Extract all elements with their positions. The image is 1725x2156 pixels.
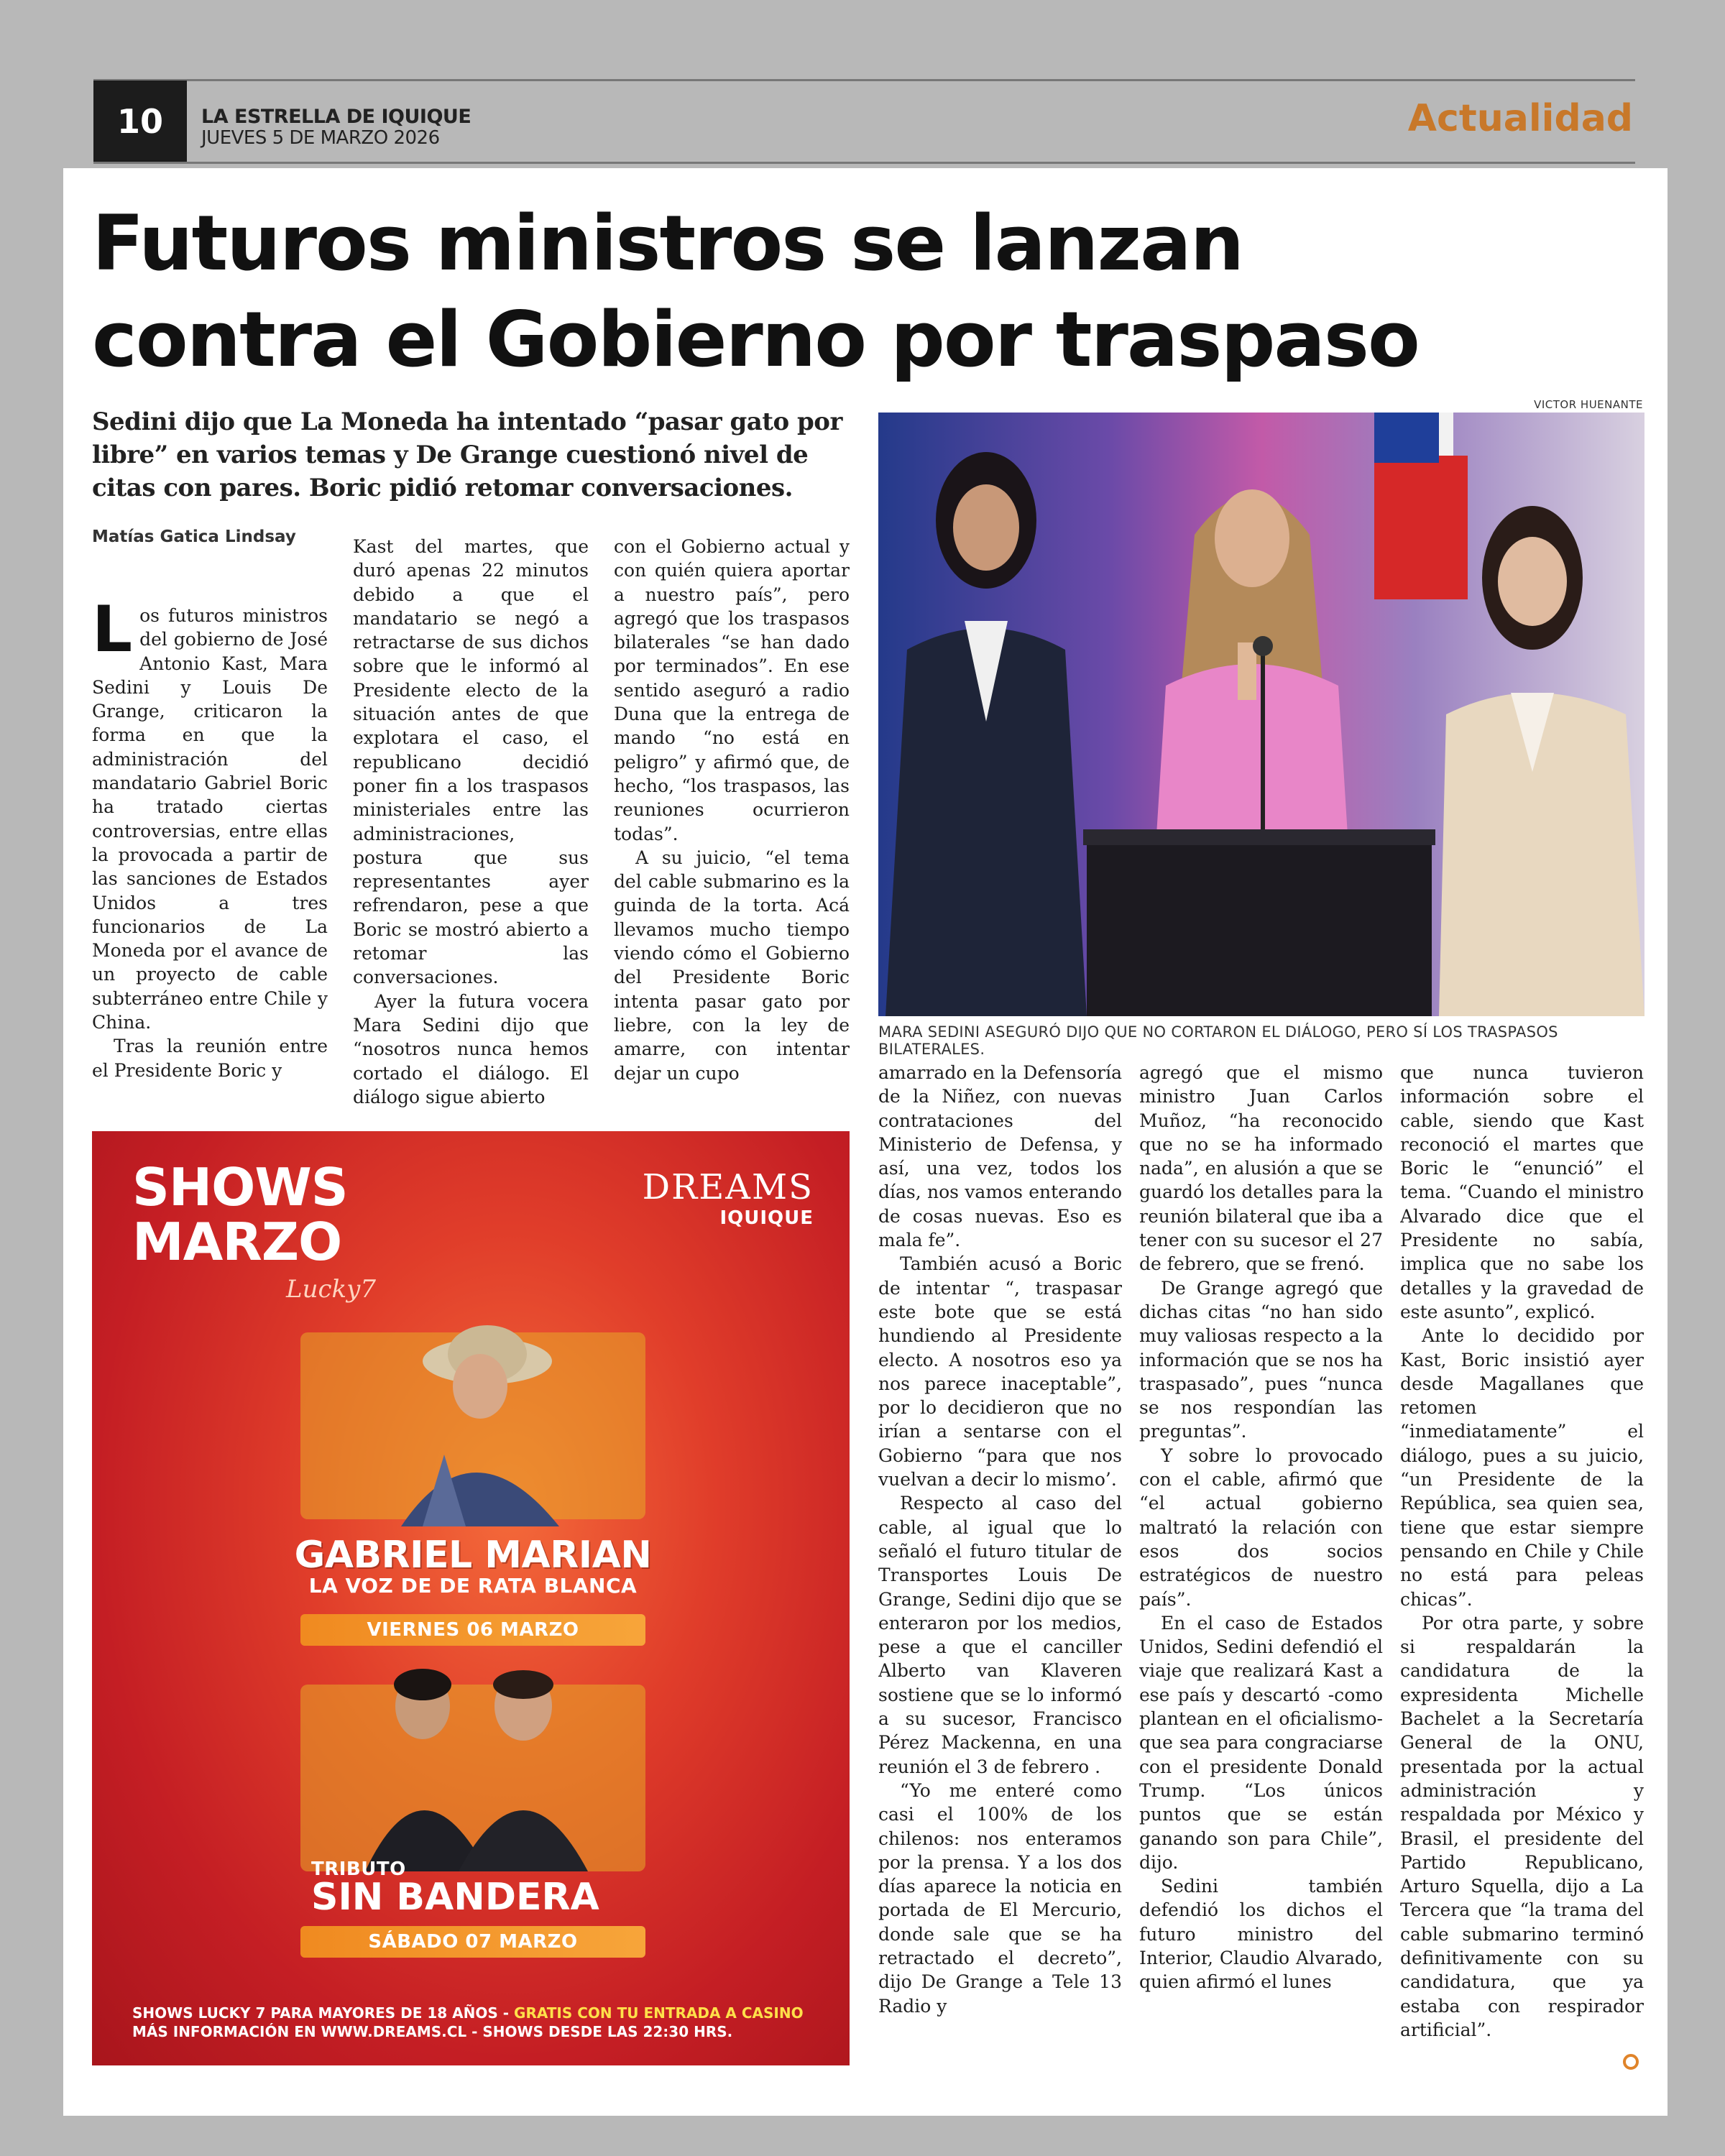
paragraph: agregó que el mismo ministro Juan Carlos Muñoz, “ha reconocido que no se ha informado nada”, en alusión a que se guardó los detalles para la reunión bilateral que iba a tener con su sucesor el 27 de febrero, que se frenó.: [1139, 1062, 1383, 1275]
byline: Matías Gatica Lindsay: [92, 528, 296, 546]
casino-advertisement[interactable]: [92, 1131, 850, 2065]
newspaper-page: [63, 168, 1668, 2116]
artist1-name: GABRIEL MARIAN: [294, 1534, 652, 1577]
paragraph: Por otra parte, y sobre si respaldarán la candidatura de la expresidenta Michelle Bachelet a la Secretaría General de la ONU, presentada por la actual administración y respaldada por México y Brasil, el presidente del Partido Republicano, Arturo Squella, dijo a La Tercera que “la trama del cable submarino terminó definitivamente con su candidatura, que ya estaba con respirador artificial”.: [1400, 1612, 1644, 2040]
paragraph: Tras la reunión entre el Presidente Boric y: [92, 1036, 328, 1081]
page-number: 10: [93, 80, 187, 162]
artist1-date: VIERNES 06 MARZO: [300, 1614, 645, 1646]
article-column-5: [1139, 1061, 1383, 2104]
photo-credit: VICTOR HUENANTE: [1534, 398, 1643, 411]
paragraph: En el caso de Estados Unidos, Sedini defendió el viaje que realizará Kast a ese país y descartó -como plantean en el oficialismo- que sea para congraciarse con el presidente Donald Trump. “Los únicos puntos que se están ganando son para Chile”, dijo.: [1139, 1612, 1383, 1873]
drop-cap: L: [92, 604, 133, 666]
headline: [92, 195, 1494, 388]
ad-title: SHOWS MARZO: [132, 1157, 348, 1272]
end-of-article-icon: [1623, 2054, 1639, 2070]
header-rule-bottom: [93, 162, 1635, 164]
paragraph: De Grange agregó que dichas citas “no han sido muy valiosas respecto a la información que se nos ha traspasado”, pues “nunca se nos respondían las preguntas”.: [1139, 1277, 1383, 1442]
tribute-label: TRIBUTO: [311, 1858, 406, 1880]
artist1-photo: [351, 1311, 595, 1526]
ad-footer: SHOWS LUCKY 7 PARA MAYORES DE 18 AÑOS - GRATIS CON TU ENTRADA A CASINO MÁS INFORMACIÓN EN WWW.DREAMS.CL - SHOWS DESDE LAS 22:30 HRS.: [132, 2004, 804, 2040]
article-column-6: [1400, 1061, 1644, 2104]
headline-line-1: Futuros ministros se lanzan: [92, 199, 1243, 287]
dreams-logo: DREAMS IQUIQUE: [642, 1167, 814, 1229]
section-label: Actualidad: [1407, 97, 1633, 140]
paragraph: Ayer la futura vocera Mara Sedini dijo que “nosotros nunca hemos cortado el diálogo. El diálogo sigue abierto: [353, 990, 589, 1107]
paragraph: Y sobre lo provocado con el cable, afirmó que “el actual gobierno maltrató la relación con esos dos socios estratégicos de nuestro país”.: [1139, 1445, 1383, 1610]
press-photo-illustration: [878, 413, 1644, 1016]
header-rule-top: [93, 79, 1635, 81]
masthead: [201, 106, 471, 148]
paragraph: Kast del martes, que duró apenas 22 minutos debido a que el mandatario se negó a retractarse de sus dichos sobre que le informó al Presidente electo de la situación antes de que explotara el caso, el republicano decidió poner fin a los traspasos ministeriales entre las administraciones, postura que sus representantes ayer refrendaron, pese a que Boric se mostró abierto a retomar las conversaciones.: [353, 536, 589, 988]
paragraph: Los futuros ministros del gobierno de José Antonio Kast, Mara Sedini y Louis De Grange, criticaron la forma en que la administración del mandatario Gabriel Boric ha tratado ciertas controversias, entre ellas la provocada a partir de las sanciones de Estados Unidos a tres funcionarios de La Moneda por el avance de un proyecto de cable subterráneo entre Chile y China.: [92, 604, 328, 1033]
paragraph: con el Gobierno actual y con quién quiera aportar a nuestro país”, pero agregó que los traspasos bilaterales “se han dado por terminados”. En ese sentido aseguró a radio Duna que la entrega de mando “no está en peligro” y afirmó que, de hecho, “los traspasos, las reuniones ocurrieron todas”.: [614, 536, 850, 844]
photo-caption: MARA SEDINI ASEGURÓ DIJO QUE NO CORTARON EL DIÁLOGO, PERO SÍ LOS TRASPASOS BILATERALES.: [878, 1023, 1558, 1058]
paragraph: A su juicio, “el tema del cable submarino es la guinda de la torta. Acá llevamos mucho tiempo viendo cómo el Gobierno del Presidente Boric intenta pasar gato por liebre, con la ley de amarre, con intentar dejar un cupo: [614, 847, 850, 1084]
issue-date: JUEVES 5 DE MARZO 2026: [201, 127, 440, 149]
artist2-date: SÁBADO 07 MARZO: [300, 1926, 645, 1958]
newspaper-name: LA ESTRELLA DE IQUIQUE: [201, 106, 472, 128]
article-column-4: [878, 1061, 1122, 2104]
artist1-subtitle: LA VOZ DE DE RATA BLANCA: [308, 1574, 638, 1598]
paragraph: Ante lo decidido por Kast, Boric insistió ayer desde Magallanes que retomen “inmediatamente” el diálogo, pues a su juicio, “un Presidente de la República, sea quien sea, tiene que estar siempre pensando en Chile y Chile no está para peleas chicas”.: [1400, 1325, 1644, 1610]
artist2-name: SIN BANDERA: [311, 1876, 599, 1919]
paragraph: “Yo me enteré como casi el 100% de los chilenos: nos enteramos por la prensa. Y a los dos días aparece la noticia en portada de El Mercurio, donde sale que se ha retractado el decreto”, dijo De Grange a Tele 13 Radio y: [878, 1779, 1122, 2017]
podium: [1087, 837, 1432, 1016]
paragraph: amarrado en la Defensoría de la Niñez, con nuevas contrataciones del Ministerio de Defensa, y así, una vez, todos los días, nos vamos enterando de cosas nuevas. Eso es mala fe”.: [878, 1062, 1122, 1251]
headline-line-2: contra el Gobierno por traspaso: [92, 295, 1419, 384]
paragraph: que nunca tuvieron información sobre el cable, siendo que Kast reconoció el martes que Boric le “enunció” el tema. “Cuando el ministro Alvarado dice que el Presidente no sabía, implica que no sabe los detalles y la gravedad de este asunto”, explicó.: [1400, 1062, 1644, 1322]
article-deck: Sedini dijo que La Moneda ha intentado “pasar gato por libre” en varios temas y De Grange cuestionó nivel de citas con pares. Boric pidió retomar conversaciones.: [92, 407, 842, 502]
paragraph: También acusó a Boric de intentar “, traspasar este bote que se está hundiendo al Presidente electo. A nosotros eso ya nos parece inaceptable”, por lo decidieron que no irían a sentarse con el Gobierno “para que nos vuelvan a decir lo mismo’.: [878, 1253, 1122, 1491]
paragraph: Respecto al caso del cable, al igual que lo señaló el futuro titular de Transportes Louis De Grange, Sedini dijo que se enteraron por los medios, pese a que el canciller Alberto van Klaveren sostiene que se lo informó a su sucesor, Francisco Pérez Mackenna, en una reunión el 3 de febrero .: [878, 1493, 1122, 1777]
artist2-photo: [336, 1656, 610, 1871]
paragraph: Sedini también defendió los dichos el futuro ministro del Interior, Claudio Alvarado, quien afirmó el lunes: [1139, 1876, 1383, 1993]
lucky7-logo: Lucky7: [286, 1275, 376, 1304]
press-photo: [878, 413, 1644, 1016]
